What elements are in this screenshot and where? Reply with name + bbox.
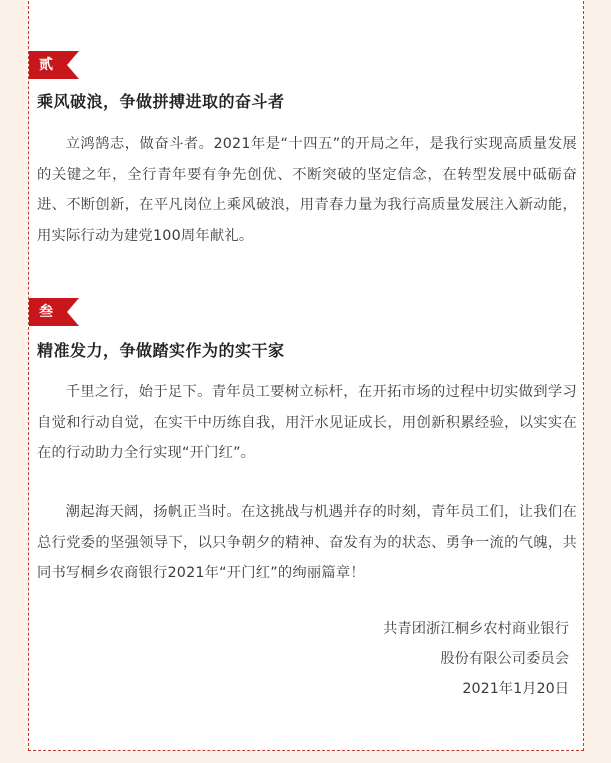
signature-org-line2: 股份有限公司委员会 <box>440 651 569 667</box>
signature-org-line1: 共青团浙江桐乡农村商业银行 <box>383 621 569 637</box>
section-badge <box>29 51 79 79</box>
section-paragraph: 潮起海天阔，扬帆正当时。在这挑战与机遇并存的时刻，青年员工们，让我们在总行党委的坚强领导下，以只争朝夕的精神、奋发有为的状态、勇争一流的气魄，共同书写桐乡农商银行2021年“开门红”的绚丽篇章！ <box>37 504 577 581</box>
section-title: 精准发力，争做踏实作为的实干家 <box>37 341 285 360</box>
article-frame <box>28 0 584 751</box>
section-paragraph: 千里之行，始于足下。青年员工要树立标杆，在开拓市场的过程中切实做到学习自觉和行动自觉，在实干中历练自我，用汗水见证成长，用创新积累经验，以实实在在的行动助力全行实现“开门红”。 <box>37 384 577 461</box>
section-paragraph: 立鸿鹄志，做奋斗者。2021年是“十四五”的开局之年，是我行实现高质量发展的关键之年，全行青年要有争先创优、不断突破的坚定信念，在转型发展中砥砺奋进、不断创新，在平凡岗位上乘风破浪，用青春力量为我行高质量发展注入新动能，用实际行动为建党100周年献礼。 <box>37 136 577 244</box>
section-title: 乘风破浪，争做拼搏进取的奋斗者 <box>37 92 285 111</box>
section-badge <box>29 298 79 326</box>
badge-label: 贰 <box>39 57 53 73</box>
badge-label: 叁 <box>39 304 53 320</box>
signature-date: 2021年1月20日 <box>462 681 569 697</box>
